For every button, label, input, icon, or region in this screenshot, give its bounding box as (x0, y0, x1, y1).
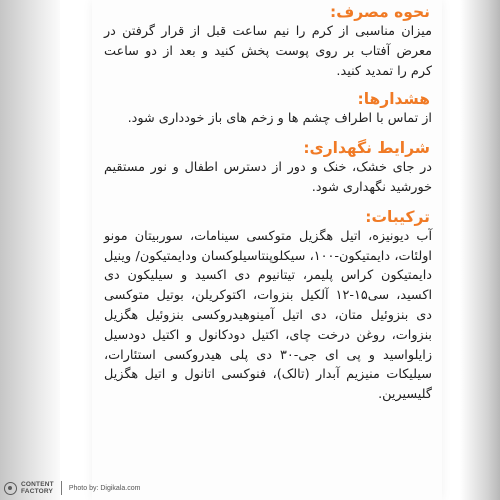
label-content (104, 2, 432, 405)
usage-text: میزان مناسبی از کرم را نیم ساعت قبل از قرار گرفتن در معرض آفتاب بر روی پوست پخش کنید و بعد از دو ساعت کرم را تمدید کنید. (104, 24, 432, 79)
warnings-section (104, 89, 432, 129)
watermark-photo-credit: Photo by: Digikala.com (68, 484, 141, 492)
watermark-divider (61, 481, 62, 495)
ingredients-heading: ترکیبات: (365, 207, 430, 226)
watermark-brand-line2: FACTORY (21, 488, 54, 495)
warnings-heading: هشدارها: (357, 90, 430, 109)
storage-section (104, 138, 432, 198)
content-factory-logo-icon (4, 482, 17, 495)
usage-section (104, 2, 432, 81)
storage-heading: شرایط نگهداری: (303, 139, 430, 158)
warnings-text: از تماس با اطراف چشم ها و زخم های باز خودداری شود. (127, 111, 432, 127)
watermark-brand-line1: CONTENT (21, 481, 54, 488)
left-shadow-background (0, 0, 60, 500)
watermark-brand (21, 481, 54, 495)
ingredients-text: آب دیونیزه، اتیل هگزیل متوکسی سینامات، سوربیتان مونو اولئات، دایمتیکون-۱۰۰، سیکلوپنتاسیلوکسان ودایمتیکون/ وینیل دایمتیکون کراس پلیمر، تیتانیوم دی اکسید و سیلیکون دی اکسید، سی۱۵-۱۲ آلکیل بنزوات، اکتوکریلن، بوتیل متوکسی دی بنزوئیل متان، دی اتیل آمینوهیدروکسی بنزوئیل هگزیل بنزوات، روغن درخت چای، اکتیل دودکانول و اکتیل دودسیل زایلواسید و پی ای جی-۳۰ دی پلی هیدروکسی استئارات، سیلیکات منیزیم آبدار (تالک)، فنوکسی اتانول و اتیل هگزیل گلیسیرین. (104, 228, 432, 403)
storage-text: در جای خشک، خنک و دور از دسترس اطفال و نور مستقیم خورشید نگهداری شود. (104, 160, 432, 195)
watermark (4, 478, 140, 498)
usage-heading: نحوه مصرف: (330, 3, 430, 21)
ingredients-section (104, 207, 432, 405)
right-shadow-background (460, 0, 500, 500)
